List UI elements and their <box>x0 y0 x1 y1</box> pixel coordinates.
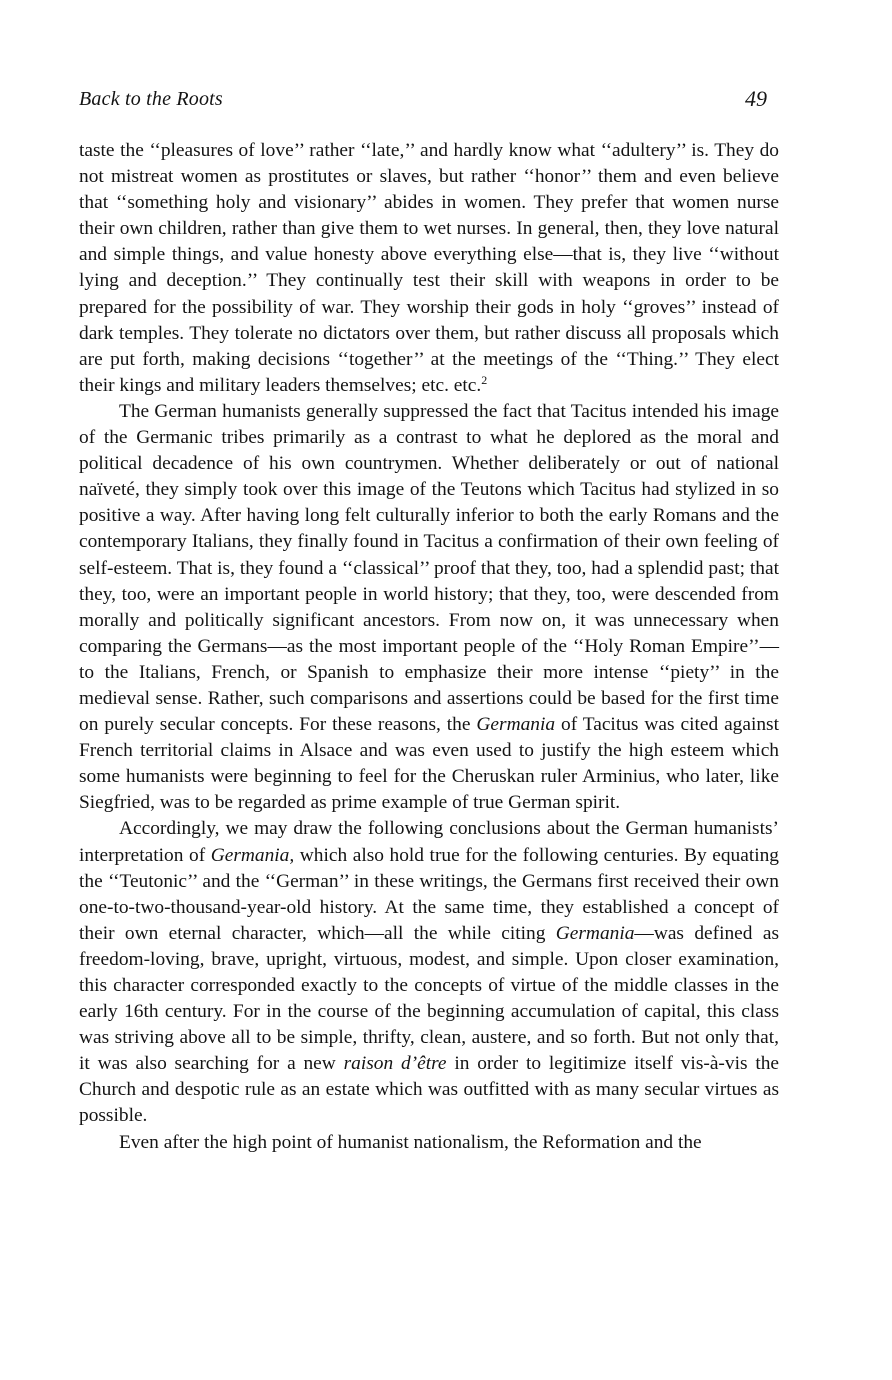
paragraph-2 <box>79 399 779 817</box>
paragraph-3-text-c: —was defined as freedom-loving, brave, upright, virtuous, modest, and simple. Upon closer examination, this character corresponded exactly to the concepts of virtue of the middle classes in the early 16th century. For in the course of the beginning accumulation of capital, this class was striving above all to be simple, thrifty, clean, austere, and so forth. But not only that, it was also searching for a new <box>79 922 779 1075</box>
paragraph-1-text: taste the ‘‘pleasures of love’’ rather ‘‘late,’’ and hardly know what ‘‘adultery’’ is. They do not mistreat women as prostitutes or slaves, but rather ‘‘honor’’ them and even believe that ‘‘something holy and visionary’’ abides in women. They prefer that women nurse their own children, rather than give them to wet nurses. In general, then, they love natural and simple things, and value honesty above everything else—that is, they live ‘‘without lying and deception.’’ They continually test their skill with weapons in order to be prepared for the possibility of war. They worship their gods in holy ‘‘groves’’ instead of dark temples. They tolerate no dictators over them, but rather discuss all proposals which are put forth, making decisions ‘‘together’’ at the meetings of the ‘‘Thing.’’ They elect their kings and military leaders themselves; etc. etc. <box>79 140 779 396</box>
footnote-ref-2[interactable]: 2 <box>481 372 488 387</box>
paragraph-3-italic-germania-2: Germania <box>555 922 635 944</box>
paragraph-3-text-d: in order to legitimize itself vis-à-vis the Church and despotic rule as an estate which was outfitted with as many secular virtues as possible. <box>79 1053 780 1127</box>
paragraph-1 <box>79 138 779 399</box>
paragraph-2-text-a: The German humanists generally suppressed the fact that Tacitus intended his image of the Germanic tribes primarily as a contrast to what he deplored as the moral and political decadence of his own countrymen. Whether deliberately or out of national naïveté, they simply took over this image of the Teutons which Tacitus had stylized in so positive a way. After having long felt culturally inferior to both the early Romans and the contemporary Italians, they finally found in Tacitus a confirmation of their own feeling of self-esteem. That is, they found a ‘‘classical’’ proof that they, too, had a splendid past; that they, too, were an important people in world history; that they, too, were descended from morally and politically significant ancestors. From now on, it was unnecessary when comparing the Germans—as the most important people of the ‘‘Holy Roman Empire’’—to the Italians, French, or Spanish to emphasize their more intense ‘‘piety’’ in the medieval sense. Rather, such comparisons and assertions could be based for the first time on purely secular concepts. For these reasons, the <box>79 400 779 736</box>
body-text <box>79 138 779 1156</box>
paragraph-3-italic-raison-detre: raison d’être <box>343 1053 447 1075</box>
page-number: 49 <box>745 86 767 111</box>
paragraph-3-text-b: which also hold true for the following centuries. By equating the ‘‘Teutonic’’ and the ‘‘German’’ in these writings, the Germans first received their own one-to-two-thousand-year-old history. At the same time, they established a concept of their own eternal character, which—all the while citing <box>79 844 779 944</box>
paragraph-2-text-b: of Tacitus was cited against French territorial claims in Alsace and was even used to justify the high esteem which some humanists were beginning to feel for the Cheruskan ruler Arminius, who later, like Siegfried, was to be regarded as prime example of true German spirit. <box>79 714 779 814</box>
paragraph-3 <box>79 816 779 1129</box>
page-header <box>79 86 767 122</box>
paragraph-4-text: Even after the high point of humanist nationalism, the Reformation and the <box>119 1131 702 1153</box>
paragraph-2-italic-germania: Germania <box>476 714 556 736</box>
running-title: Back to the Roots <box>79 88 223 110</box>
paragraph-3-text-a: Accordingly, we may draw the following conclusions about the German humanists’ interpretation of <box>79 818 779 866</box>
paragraph-4 <box>79 1130 779 1156</box>
paragraph-3-italic-germania-1: Germania, <box>210 844 295 866</box>
